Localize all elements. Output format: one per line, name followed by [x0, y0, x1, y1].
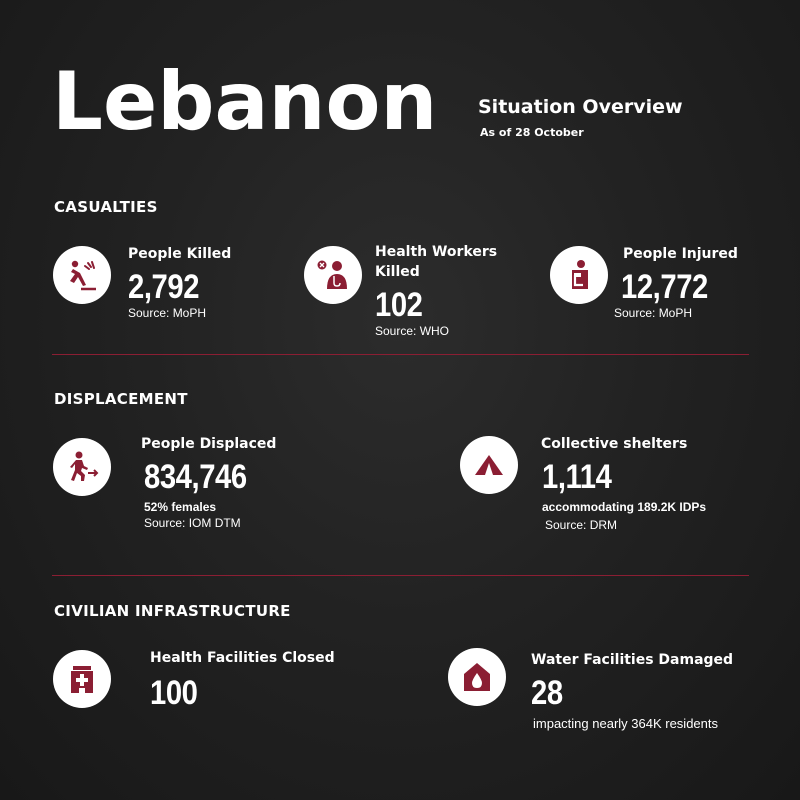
shelters-value: 1,114 [542, 458, 612, 496]
hospital-icon [53, 650, 111, 708]
section-heading-casualties: CASUALTIES [54, 198, 158, 216]
people-displaced-source: Source: IOM DTM [144, 516, 241, 530]
section-heading-displacement: DISPLACEMENT [54, 390, 188, 408]
health-workers-label-line2: Killed [375, 264, 420, 280]
running-person-icon [53, 438, 111, 496]
health-worker-icon [304, 246, 362, 304]
section-heading-infrastructure: CIVILIAN INFRASTRUCTURE [54, 602, 291, 620]
people-injured-label: People Injured [623, 246, 738, 262]
page-title: Lebanon [52, 55, 438, 148]
water-facilities-label: Water Facilities Damaged [531, 652, 734, 668]
falling-person-icon [53, 246, 111, 304]
people-injured-source: Source: MoPH [614, 306, 693, 320]
shelters-label: Collective shelters [541, 436, 688, 452]
people-displaced-value: 834,746 [144, 458, 247, 496]
tent-icon [460, 436, 518, 494]
water-facilities-value: 28 [531, 674, 563, 712]
health-facilities-value: 100 [150, 674, 198, 712]
water-facilities-note: impacting nearly 364K residents [533, 716, 718, 731]
health-facilities-label: Health Facilities Closed [150, 650, 335, 666]
people-injured-value: 12,772 [621, 268, 708, 306]
injured-person-icon [550, 246, 608, 304]
page-subtitle: Situation Overview [478, 96, 683, 118]
people-killed-source: Source: MoPH [128, 306, 207, 320]
people-killed-value: 2,792 [128, 268, 200, 306]
health-workers-source: Source: WHO [375, 324, 450, 338]
section-divider [52, 354, 749, 355]
health-workers-label-line1: Health Workers [375, 244, 498, 260]
shelters-source: Source: DRM [545, 518, 618, 532]
people-displaced-note: 52% females [144, 500, 217, 514]
shelters-note: accommodating 189.2K IDPs [542, 500, 707, 514]
people-displaced-label: People Displaced [141, 436, 277, 452]
section-divider [52, 575, 749, 576]
date-label: As of 28 October [480, 126, 584, 139]
people-killed-label: People Killed [128, 246, 232, 262]
health-workers-value: 102 [375, 286, 423, 324]
water-house-icon [448, 648, 506, 706]
